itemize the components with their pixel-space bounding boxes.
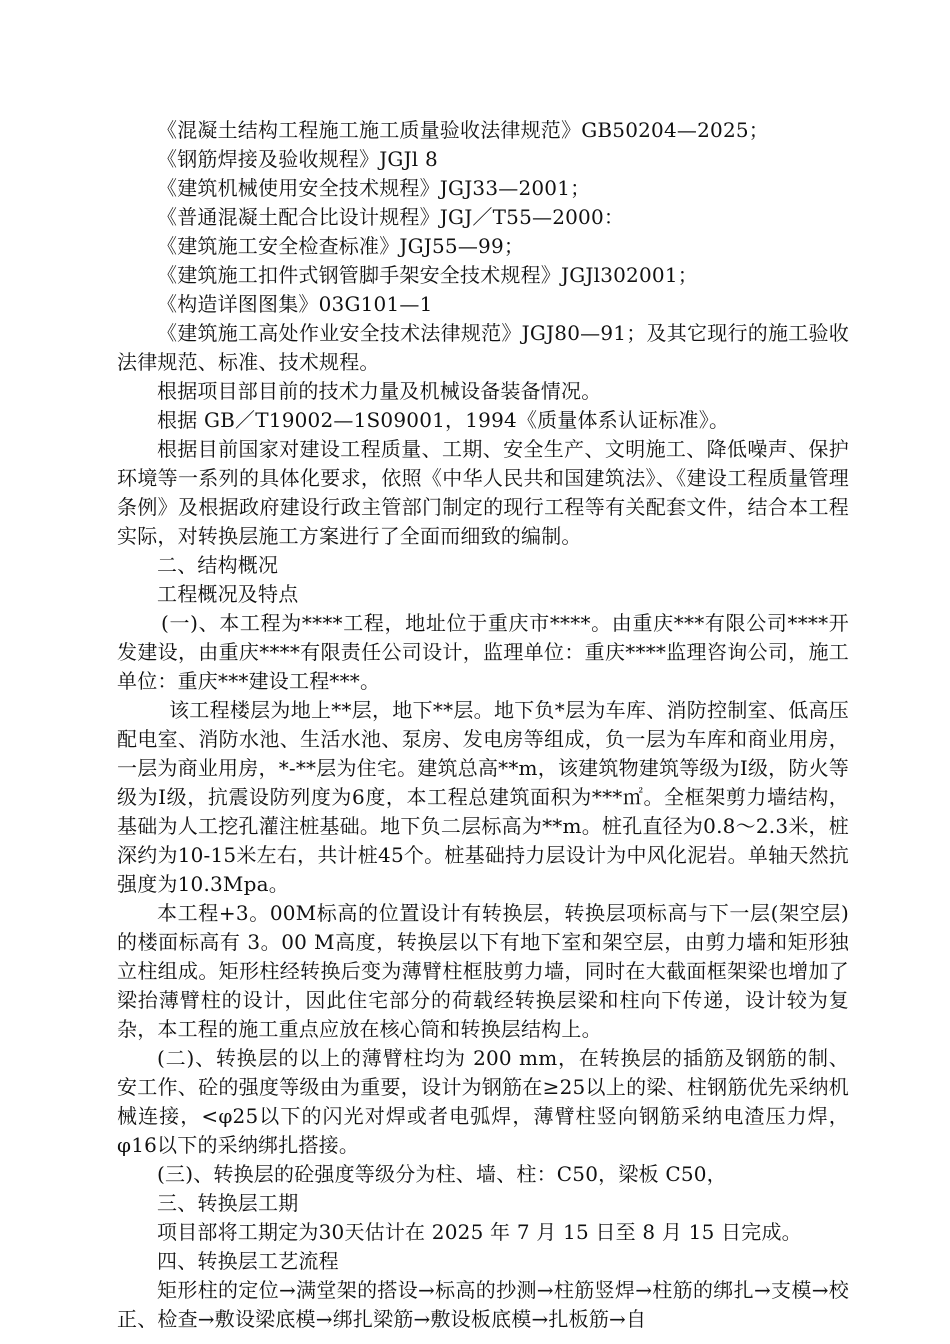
paragraph-standard-jgj55-2000: 《普通混凝土配合比设计规程》JGJ／T55—2000：: [157, 205, 625, 229]
paragraph-tech-capacity: 根据项目部目前的技术力量及机械设备装备情况。: [157, 379, 602, 403]
subheading-project-overview: 工程概况及特点: [157, 582, 299, 606]
paragraph-process-flow: 矩形柱的定位→满堂架的搭设→标高的抄测→柱筋竖焊→柱筋的绑扎→支模→校正、检查→敷设梁底模→绑扎梁筋→敷设板底模→扎板筋→自: [117, 1278, 849, 1331]
paragraph-transfer-floor-design: 本工程+3。00M标高的位置设计有转换层，转换层项标高与下一层(架空层)的楼面标高有 3。00 M高度，转换层以下有地下室和架空层，由剪力墙和矩形独立柱组成。矩形柱经转换后变为薄臂柱框肢剪力墙，同时在大截面框架梁也增加了梁抬薄臂柱的设计，因此住宅部分的荷载经转换层梁和柱向下传递，设计较为复杂，本工程的施工重点应放在核心筒和转换层结构上。: [117, 901, 849, 1041]
paragraph-quality-system: 根据 GB／T19002—1S09001，1994《质量体系认证标准》。: [157, 408, 730, 432]
section-heading-schedule: 三、转换层工期: [157, 1191, 299, 1215]
paragraph-standard-jgj130: 《建筑施工扣件式钢管脚手架安全技术规程》JGJl302001；: [157, 263, 698, 287]
paragraph-standard-jgj33: 《建筑机械使用安全技术规程》JGJ33—2001；: [157, 176, 591, 200]
paragraph-standard-gb50204: 《混凝土结构工程施工施工质量验收法律规范》GB50204—2025；: [157, 118, 769, 142]
document-body: [117, 116, 849, 1334]
paragraph-standard-jgj59: 《建筑施工安全检查标准》JGJ55—99；: [157, 234, 525, 258]
paragraph-standard-jgj18: 《钢筋焊接及验收规程》JGJl 8: [157, 147, 438, 171]
paragraph-rebar-connection: (二)、转换层的以上的薄臂柱均为 200 mm，在转换层的插筋及钢筋的制、安工作、砼的强度等级由为重要，设计为钢筋在≥25以上的梁、柱钢筋优先采纳机械连接，<φ25以下的闪光对焊或者电弧焊，薄臂柱竖向钢筋采纳电渣压力焊，φ16以下的采纳绑扎搭接。: [117, 1046, 849, 1157]
paragraph-national-requirements: 根据目前国家对建设工程质量、工期、安全生产、文明施工、降低噪声、保护环境等一系列的具体化要求，依照《中华人民共和国建筑法》、《建设工程质量管理条例》及根据政府建设行政主管部门制定的现行工程等有关配套文件，结合本工程实际，对转换层施工方案进行了全面而细致的编制。: [117, 437, 849, 548]
paragraph-concrete-grade: (三)、转换层的砼强度等级分为柱、墙、柱：C50，梁板 C50，: [157, 1162, 727, 1186]
paragraph-schedule: 项目部将工期定为30天估计在 2025 年 7 月 15 日至 8 月 15 日完成。: [157, 1220, 802, 1244]
section-heading-process: 四、转换层工艺流程: [157, 1249, 339, 1273]
paragraph-standard-03g101: 《构造详图图集》03G101—1: [157, 292, 433, 316]
paragraph-building-floors: 该工程楼层为地上**层，地下**层。地下负*层为车库、消防控制室、低高压配电室、消防水池、生活水池、泵房、发电房等组成，负一层为车库和商业用房，一层为商业用房，*-**层为住宅。建筑总高**m，该建筑物建筑等级为Ⅰ级，防火等级为Ⅰ级，抗震设防列度为6度，本工程总建筑面积为***㎡。全框架剪力墙结构，基础为人工挖孔灌注桩基础。地下负二层标高为**m。桩孔直径为0.8～2.3米，桩深约为10-15米左右，共计桩45个。桩基础持力层设计为中风化泥岩。单轴天然抗强度为10.3Mpa。: [117, 698, 849, 896]
paragraph-project-intro: (一)、本工程为****工程，地址位于重庆市****。由重庆***有限公司****开发建设，由重庆****有限责任公司设计，监理单位：重庆****监理咨询公司，施工单位：重庆***建设工程***。: [117, 611, 849, 693]
paragraph-standard-jgj80: 《建筑施工高处作业安全技术法律规范》JGJ80—91；及其它现行的施工验收法律规范、标准、技术规程。: [117, 321, 849, 374]
section-heading-structure: 二、结构概况: [157, 553, 279, 577]
